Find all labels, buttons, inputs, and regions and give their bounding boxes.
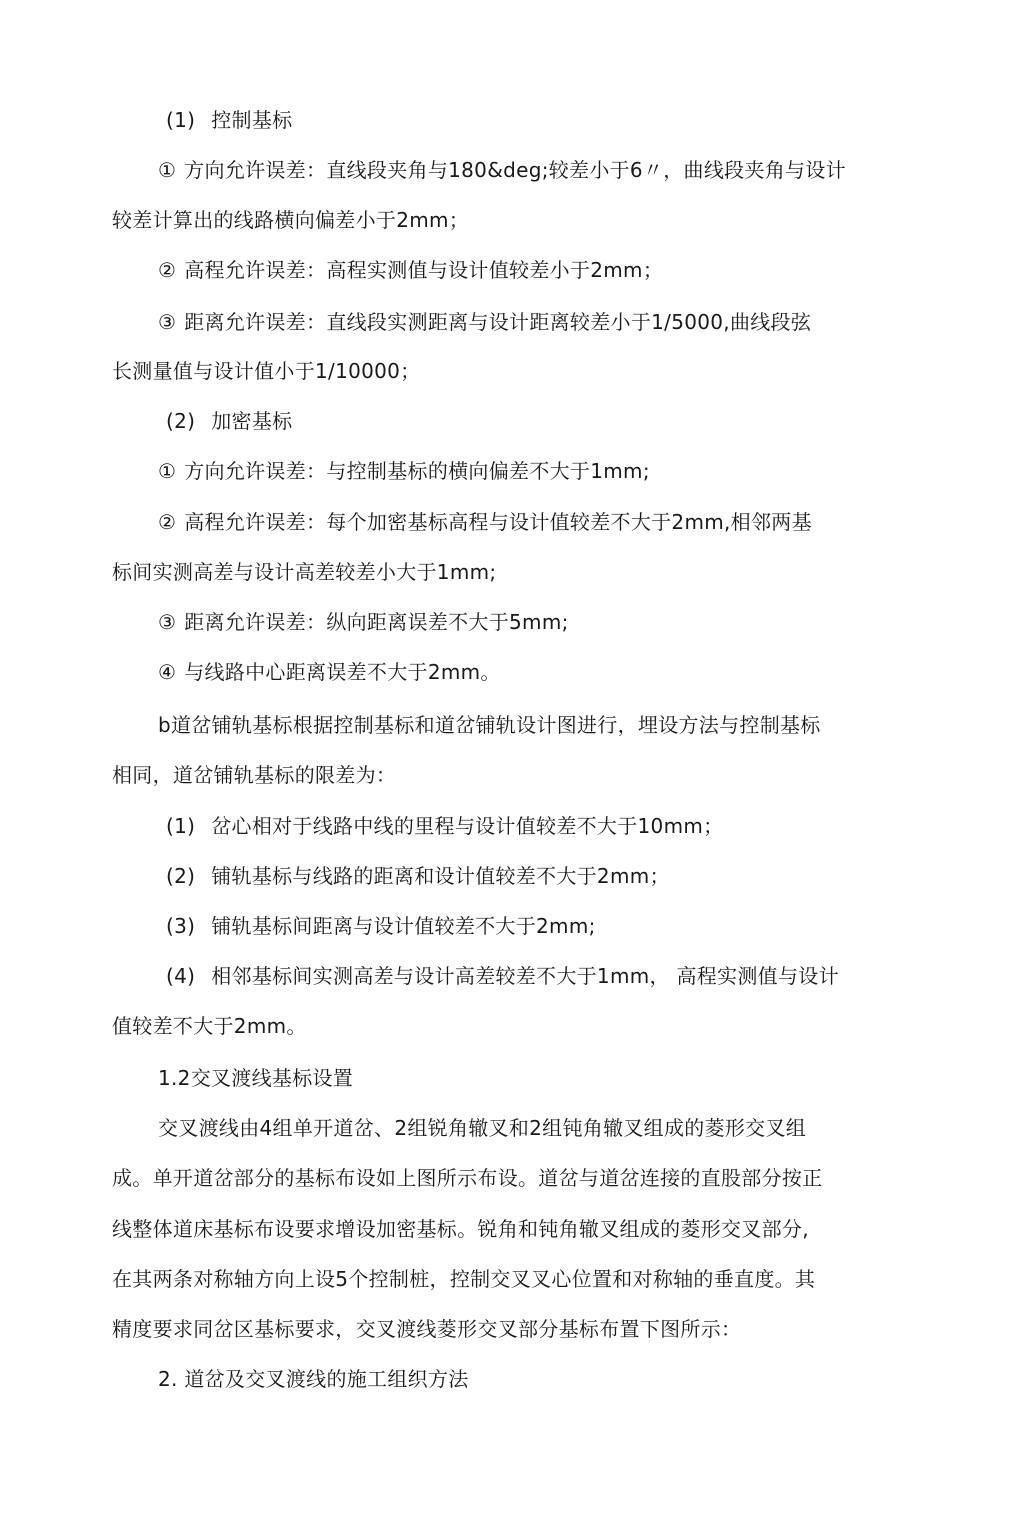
paragraph-line: 在其两条对称轴方向上设5个控制桩，控制交叉叉心位置和对称轴的垂直度。其 — [112, 1267, 816, 1291]
item-text: 与线路中心距离误差不大于2mm。 — [184, 660, 501, 684]
section-number: (1) — [166, 108, 196, 132]
list-number: (4) — [166, 964, 196, 988]
paragraph-line — [158, 658, 501, 686]
item-marker: ④ — [158, 660, 177, 684]
item-marker: ② — [158, 258, 177, 282]
item-text: 高程允许误差：每个加密基标高程与设计值较差不大于2mm,相邻两基 — [184, 510, 812, 534]
item-text: 距离允许误差：纵向距离误差不大于5mm; — [184, 610, 569, 634]
item-marker: ③ — [158, 310, 177, 334]
section-title: 控制基标 — [211, 108, 293, 132]
paragraph-line: 成。单开道岔部分的基标布设如上图所示布设。道岔与道岔连接的直股部分按正 — [112, 1166, 823, 1190]
item-text: 方向允许误差：直线段夹角与180&deg;较差小于6〃，曲线段夹角与设计 — [184, 158, 846, 182]
paragraph-line — [158, 156, 846, 184]
paragraph-line: 标间实测高差与设计高差较差小大于1mm; — [112, 560, 497, 584]
section-title: 加密基标 — [211, 409, 293, 433]
item-marker: ③ — [158, 610, 177, 634]
item-text: 距离允许误差：直线段实测距离与设计距离较差小于1/5000,曲线段弦 — [184, 310, 812, 334]
paragraph-line — [158, 256, 663, 284]
list-number: (3) — [166, 914, 196, 938]
item-text: 高程允许误差：高程实测值与设计值较差小于2mm； — [184, 258, 664, 282]
paragraph-line — [158, 457, 650, 485]
list-number: (2) — [166, 864, 196, 888]
list-item — [166, 962, 839, 990]
paragraph-line: 线整体道床基标布设要求增设加密基标。锐角和钝角辙叉组成的菱形交叉部分, — [112, 1217, 809, 1241]
subsection-heading: 1.2交叉渡线基标设置 — [158, 1066, 354, 1090]
item-marker: ① — [158, 158, 177, 182]
list-number: (1) — [166, 814, 196, 838]
list-text: 岔心相对于线路中线的里程与设计值较差不大于10mm； — [211, 814, 724, 838]
item-marker: ② — [158, 510, 177, 534]
paragraph-line — [158, 608, 569, 636]
paragraph-line — [158, 508, 812, 536]
section-number: (2) — [166, 409, 196, 433]
list-text: 铺轨基标间距离与设计值较差不大于2mm; — [211, 914, 596, 938]
paragraph-line: 相同，道岔铺轨基标的限差为： — [112, 763, 397, 787]
paragraph-line: 值较差不大于2mm。 — [112, 1014, 307, 1038]
section-heading-control-benchmarks — [166, 106, 292, 134]
paragraph-line: b道岔铺轨基标根据控制基标和道岔铺轨设计图进行，埋设方法与控制基标 — [158, 713, 821, 737]
list-item — [166, 862, 670, 890]
list-item — [166, 912, 596, 940]
list-item — [166, 812, 723, 840]
paragraph-line — [158, 308, 811, 336]
item-marker: ① — [158, 459, 177, 483]
paragraph-line: 精度要求同岔区基标要求，交叉渡线菱形交叉部分基标布置下图所示： — [112, 1317, 742, 1341]
paragraph-line: 交叉渡线由4组单开道岔、2组锐角辙叉和2组钝角辙叉组成的菱形交叉组 — [158, 1116, 807, 1140]
list-text: 铺轨基标与线路的距离和设计值较差不大于2mm； — [211, 864, 670, 888]
section-heading: 2. 道岔及交叉渡线的施工组织方法 — [158, 1367, 469, 1391]
item-text: 方向允许误差：与控制基标的横向偏差不大于1mm; — [184, 459, 650, 483]
list-text: 相邻基标间实测高差与设计高差较差不大于1mm， 高程实测值与设计 — [211, 964, 839, 988]
paragraph-line: 较差计算出的线路横向偏差小于2mm； — [112, 208, 470, 232]
section-heading-densified-benchmarks — [166, 407, 292, 435]
paragraph-line: 长测量值与设计值小于1/10000； — [112, 359, 421, 383]
